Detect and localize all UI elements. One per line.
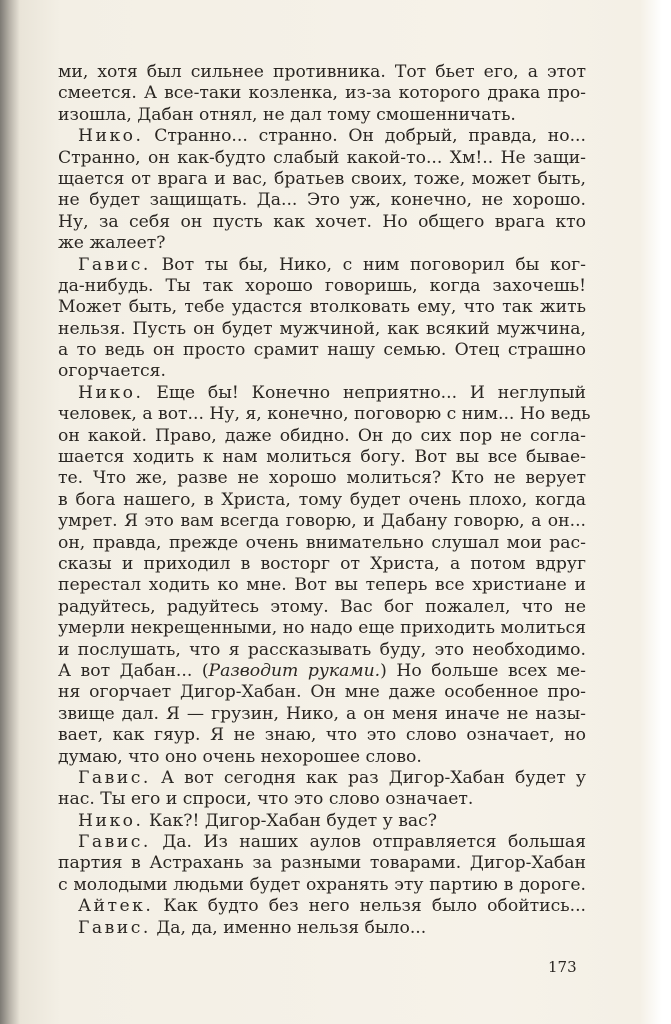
- stage-direction: Разводит руками.: [208, 660, 381, 681]
- text-line: [58, 533, 586, 554]
- text-span: сказы и приходил в восторг от Христа, а потом вдруг: [58, 553, 586, 574]
- speaker-name: Нико.: [78, 810, 144, 831]
- text-span: ) Но больше всех ме-: [380, 660, 586, 681]
- text-span: не будет защищать. Да... Это уж, конечно, не хорошо.: [58, 190, 586, 211]
- speaker-name: Айтек.: [78, 896, 154, 917]
- text-span: изошла, Дабан отнял, не дал тому смошенничать.: [58, 104, 516, 125]
- text-span: перестал ходить ко мне. Вот вы теперь все христиане и: [58, 575, 586, 596]
- text-line: [58, 297, 586, 318]
- text-span: ня огорчает Дигор-Хабан. Он мне даже особенное про-: [58, 682, 586, 703]
- text-line: [58, 169, 586, 190]
- speaker-name: Гавис.: [78, 832, 151, 853]
- text-span: Как будто без него нельзя было обойтись...: [153, 896, 586, 917]
- text-line: [58, 468, 586, 489]
- text-line: [58, 233, 586, 254]
- text-span: Ну, за себя он пусть как хочет. Но общего врага кто: [58, 211, 586, 232]
- text-line: [58, 832, 586, 853]
- text-span: Странно... странно. Он добрый, правда, но...: [143, 126, 586, 147]
- text-span: нельзя. Пусть он будет мужчиной, как всякий мужчина,: [58, 318, 586, 339]
- text-line: [58, 575, 586, 596]
- text-span: ми, хотя был сильнее противника. Тот бьет его, а этот: [58, 62, 586, 82]
- text-line: [58, 597, 586, 618]
- text-line: [58, 340, 586, 361]
- speaker-name: Нико.: [78, 126, 144, 147]
- text-line: [58, 640, 586, 661]
- text-line: [58, 83, 586, 104]
- text-line: [58, 747, 586, 768]
- text-line: [58, 255, 586, 276]
- text-line: [58, 276, 586, 297]
- text-line: [58, 725, 586, 746]
- text-span: Да, да, именно нельзя было...: [150, 917, 427, 938]
- text-line: [58, 190, 586, 211]
- text-span: огорчается.: [58, 361, 166, 382]
- text-span: умрет. Я это вам всегда говорю, и Дабану говорю, а он...: [58, 511, 586, 532]
- text-span: Вот ты бы, Нико, с ним поговорил бы ког-: [150, 254, 586, 275]
- text-span: радуйтесь, радуйтесь этому. Вас бог пожалел, что не: [58, 596, 586, 617]
- text-span: шается ходить к нам молиться богу. Вот вы все бывае-: [58, 447, 586, 468]
- text-span: в бога нашего, в Христа, тому будет очень плохо, когда: [58, 489, 586, 510]
- text-line: [58, 383, 586, 404]
- speaker-name: Гавис.: [78, 917, 151, 938]
- text-line: [58, 618, 586, 639]
- speaker-name: Гавис.: [78, 767, 151, 788]
- text-span: А вот сегодня как раз Дигор-Хабан будет у: [150, 767, 586, 788]
- text-line: [58, 811, 586, 832]
- text-line: [58, 126, 586, 147]
- text-span: Странно, он как-будто слабый какой-то... Хм!.. Не защи-: [58, 147, 586, 168]
- text-line: [58, 768, 586, 789]
- text-span: человек, а вот... Ну, я, конечно, поговорю с ним... Но ведь: [58, 404, 591, 425]
- text-line: [58, 447, 586, 468]
- text-span: да-нибудь. Ты так хорошо говоришь, когда захочешь!: [58, 275, 586, 296]
- text-span: и послушать, что я рассказывать буду, это необходимо.: [58, 639, 586, 660]
- text-span: Да. Из наших аулов отправляется большая: [150, 832, 586, 853]
- body-text: [58, 62, 591, 939]
- text-span: с молодыми людьми будет охранять эту партию в дороге.: [58, 874, 586, 895]
- text-span: звище дал. Я — грузин, Нико, а он меня иначе не назы-: [58, 703, 586, 724]
- text-line: [58, 105, 586, 126]
- text-line: [58, 511, 586, 532]
- text-line: [58, 918, 586, 939]
- text-span: же жалеет?: [58, 233, 166, 254]
- text-span: А вот Дабан... (: [58, 660, 209, 681]
- text-span: Может быть, тебе удастся втолковать ему, что так жить: [58, 297, 586, 318]
- text-span: щается от врага и вас, братьев своих, тоже, может быть,: [58, 168, 586, 189]
- text-line: [58, 490, 586, 511]
- text-line: [58, 148, 586, 169]
- text-span: думаю, что оно очень нехорошее слово.: [58, 746, 422, 767]
- text-line: [58, 853, 586, 874]
- text-span: умерли некрещенными, но надо еще приходить молиться: [58, 618, 586, 639]
- text-line: [58, 789, 586, 810]
- text-line: [58, 319, 586, 340]
- text-line: [58, 661, 586, 682]
- speaker-name: Гавис.: [78, 254, 151, 275]
- page-number: 173: [548, 958, 577, 976]
- text-line: [58, 404, 591, 425]
- text-line: [58, 62, 586, 83]
- text-span: смеется. А все-таки козленка, из-за которого драка про-: [58, 83, 586, 104]
- text-line: [58, 682, 586, 703]
- text-line: [58, 554, 586, 575]
- text-line: [58, 212, 586, 233]
- text-span: он, правда, прежде очень внимательно слушал мои рас-: [58, 532, 586, 553]
- text-line: [58, 361, 586, 382]
- text-line: [58, 426, 586, 447]
- text-line: [58, 704, 586, 725]
- text-span: он какой. Право, даже обидно. Он до сих пор не согла-: [58, 425, 586, 446]
- text-span: нас. Ты его и спроси, что это слово означает.: [58, 789, 474, 810]
- text-line: [58, 875, 586, 896]
- text-span: те. Что же, разве не хорошо молиться? Кто не верует: [58, 468, 586, 489]
- text-span: Еще бы! Конечно неприятно... И неглупый: [143, 382, 586, 403]
- text-span: партия в Астрахань за разными товарами. Дигор-Хабан: [58, 853, 586, 874]
- text-span: а то ведь он просто срамит нашу семью. Отец страшно: [58, 340, 586, 361]
- text-span: вает, как гяур. Я не знаю, что это слово означает, но: [58, 725, 586, 746]
- speaker-name: Нико.: [78, 382, 144, 403]
- text-span: Как?! Дигор-Хабан будет у вас?: [143, 810, 437, 831]
- text-line: [58, 896, 586, 917]
